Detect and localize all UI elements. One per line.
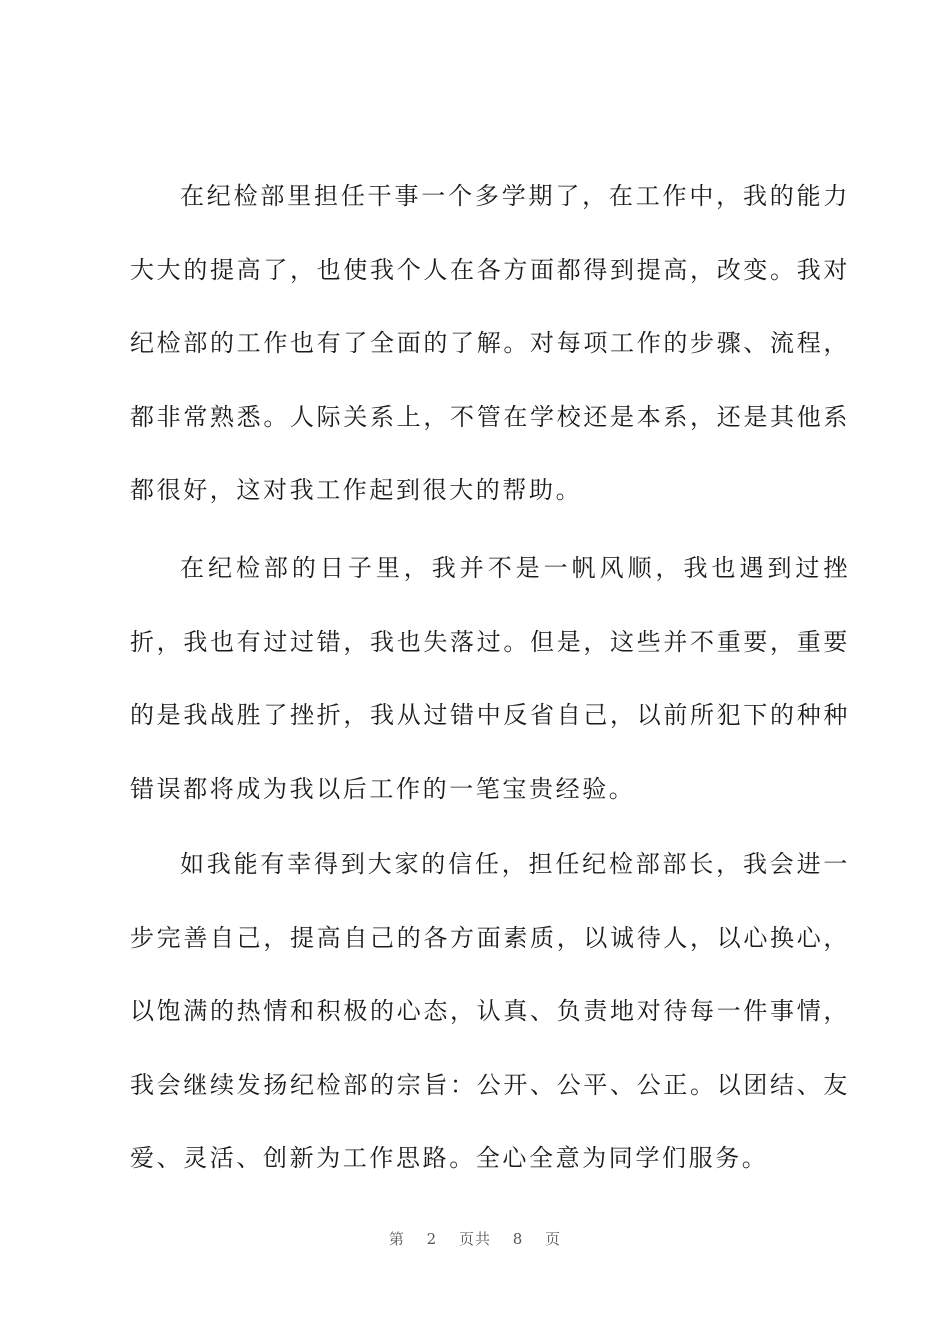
body-paragraph-2: 在纪检部的日子里，我并不是一帆风顺，我也遇到过挫折，我也有过过错，我也失落过。但是，这些并不重要，重要的是我战胜了挫折，我从过错中反省自己，以前所犯下的种种错误都将成为我以后工作的一笔宝贵经验。 [130,554,850,803]
body-paragraph-1: 在纪检部里担任干事一个多学期了，在工作中，我的能力大大的提高了，也使我个人在各方面都得到提高，改变。我对纪检部的工作也有了全面的了解。对每项工作的步骤、流程，都非常熟悉。人际关系上，不管在学校还是本系，还是其他系都很好，这对我工作起到很大的帮助。 [130,182,850,504]
total-page-count: 8 [512,1230,524,1248]
page-number-footer [0,1228,950,1249]
page-label-suffix: 页 [545,1230,562,1248]
body-paragraph-3: 如我能有幸得到大家的信任，担任纪检部部长，我会进一步完善自己，提高自己的各方面素质，以诚待人，以心换心，以饱满的热情和积极的心态，认真、负责地对待每一件事情，我会继续发扬纪检部的宗旨：公开、公平、公正。以团结、友爱、灵活、创新为工作思路。全心全意为同学们服务。 [130,850,850,1172]
page-label-prefix: 第 [388,1230,405,1248]
page-label-middle: 页共 [458,1230,491,1248]
current-page-number: 2 [426,1230,438,1248]
